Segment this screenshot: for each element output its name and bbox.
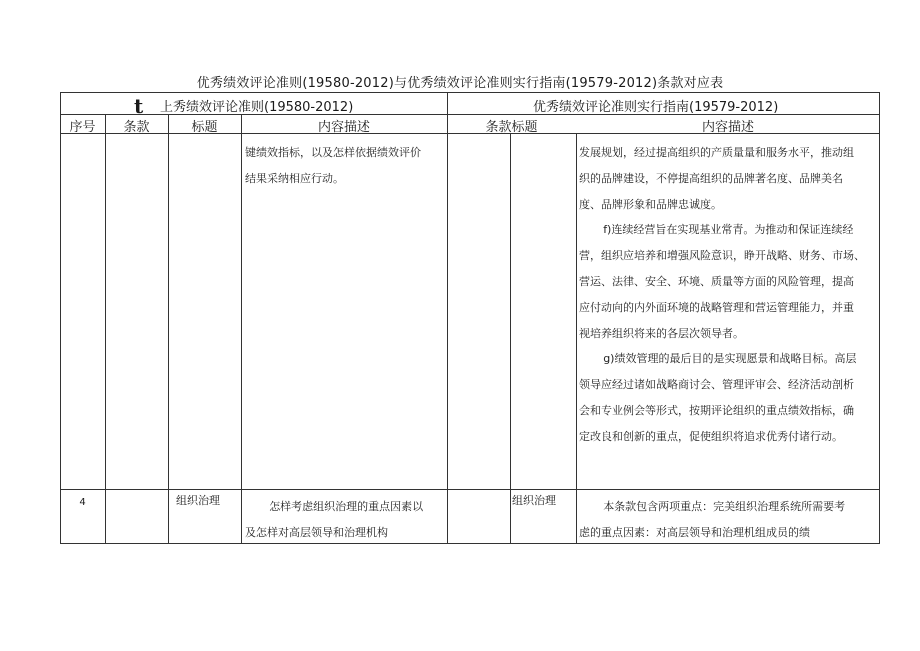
col-divider-title [241, 114, 242, 544]
row2-title-right: 组织治理 [512, 494, 556, 507]
header-clause-title-right: 条款标题 [485, 120, 538, 135]
row2-right-desc [579, 494, 879, 546]
row1-right-line: 发展规划，经过提高组织的产质量量和服务水平，推动组 [579, 146, 854, 159]
t-mark: t [134, 94, 144, 118]
group-left-header: 上秀绩效评论准则(19580-2012) [160, 100, 354, 115]
row1-right-line: 营，组织应培养和增强风险意识，睁开战略、财务、市场、 [579, 249, 865, 263]
document-title: 优秀绩效评论准则(19580-2012)与优秀绩效评论准则实行指南(19579-2012)条款对应表 [196, 76, 724, 91]
row1-right-line: 视培养组织将来的各层次领导者。 [579, 326, 744, 340]
header-clause: 条款 [123, 120, 150, 135]
row2-left-line: 怎样考虑组织治理的重点因素以 [269, 500, 424, 513]
row1-right-line: 定改良和创新的重点，促使组织将追求优秀付诸行动。 [579, 429, 843, 443]
col-divider-clause [168, 114, 169, 544]
row1-right-line: 领导应经过诸如战略商讨会、管理评审会、经济活动剖析 [579, 378, 854, 392]
row1-left-desc [245, 140, 445, 192]
row2-left-line: 及怎样对高层领导和治理机构 [245, 525, 388, 539]
row1-left-line: 结果采纳相应行动。 [245, 171, 344, 185]
row1-right-line: 会和专业例会等形式，按期评论组织的重点绩效指标，确 [579, 403, 854, 417]
row1-right-line: 度、品牌形象和品牌忠诚度。 [579, 197, 722, 211]
row1-right-line: 营运、法律、安全、环境、质量等方面的风险管理，提高 [579, 274, 854, 288]
row2-title-left: 组织治理 [176, 494, 220, 507]
row1-left-line: 键绩效指标，以及怎样依据绩效评价 [245, 146, 421, 159]
row2-left-desc [245, 494, 445, 546]
row1-right-line: g)绩效管理的最后目的是实现愿景和战略目标。高层 [603, 352, 857, 366]
header-seq: 序号 [69, 120, 96, 135]
header-desc-left: 内容描述 [317, 120, 370, 135]
row2-right-line: 本条款包含两项重点：完美组织治理系统所需要考 [603, 500, 846, 513]
col-divider-right-desc [576, 133, 577, 544]
row1-right-desc [579, 140, 879, 450]
row2-seq: 4 [79, 497, 86, 508]
header-title: 标题 [191, 120, 218, 135]
col-divider-center [447, 92, 448, 544]
row-divider [60, 489, 880, 490]
row1-right-line: f)连续经营旨在实现基业常青。为推动和保证连续经 [603, 223, 854, 237]
row1-right-line: 织的品牌建设，不停提高组织的品牌著名度、品牌美名 [579, 171, 843, 185]
col-divider-right-title [510, 133, 511, 544]
row1-right-line: 应付动向的内外面环境的战略管理和营运管理能力，并重 [579, 300, 854, 314]
header-desc-right: 内容描述 [701, 120, 754, 135]
col-divider-seq [105, 114, 106, 544]
group-right-header: 优秀绩效评论准则实行指南(19579-2012) [533, 100, 779, 115]
row2-right-line: 虑的重点因素：对高层领导和治理机组成员的绩 [579, 525, 810, 539]
